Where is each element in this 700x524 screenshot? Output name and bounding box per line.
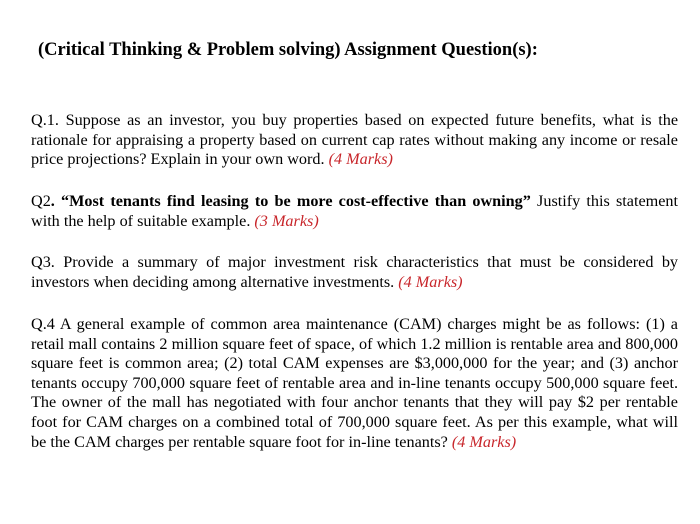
question-text: Justify this statement with the help of suitable example. [31,192,678,230]
question-number: Q.1. [31,111,59,129]
question-1 [31,111,678,170]
question-marks: (4 Marks) [451,432,517,451]
question-text: Suppose as an investor, you buy properties based on expected future benefits, what is the rationale for appraising a property based on current cap rates without making any income or resale price projections? Explain in your own word. [31,111,679,169]
question-2 [31,192,678,231]
question-marks: (4 Marks) [398,272,463,291]
question-text: A general example of common area maintenance (CAM) charges might be as follows: (1) a retail mall contains 2 million square feet of space, of which 1.2 million is rentable area and 800,000 square feet is common area; (2) total CAM expenses are $3,000,000 for the year; and (3) anchor tenants occupy 700,000 square feet of rentable area and in-line tenants occupy 500,000 square feet. The owner of the mall has negotiated with four anchor tenants that they will pay $2 per rentable foot for CAM charges on a combined total of 700,000 square feet. As per this example, what will be the CAM charges per rentable square foot for in-line tenants? [31,315,678,451]
question-marks: (3 Marks) [254,211,319,230]
question-quote: . “Most tenants find leasing to be more cost-effective than owning” [50,192,531,210]
question-marks: (4 Marks) [328,150,393,169]
question-number: Q2 [31,192,51,210]
page-title: (Critical Thinking & Problem solving) Assignment Question(s): [38,40,538,60]
question-3 [31,253,678,292]
question-number: Q.4 [31,315,55,333]
question-number: Q3. [31,253,55,271]
question-4 [31,315,678,452]
question-text: Provide a summary of major investment risk characteristics that must be considered by investors when deciding among alternative investments. [31,253,679,291]
